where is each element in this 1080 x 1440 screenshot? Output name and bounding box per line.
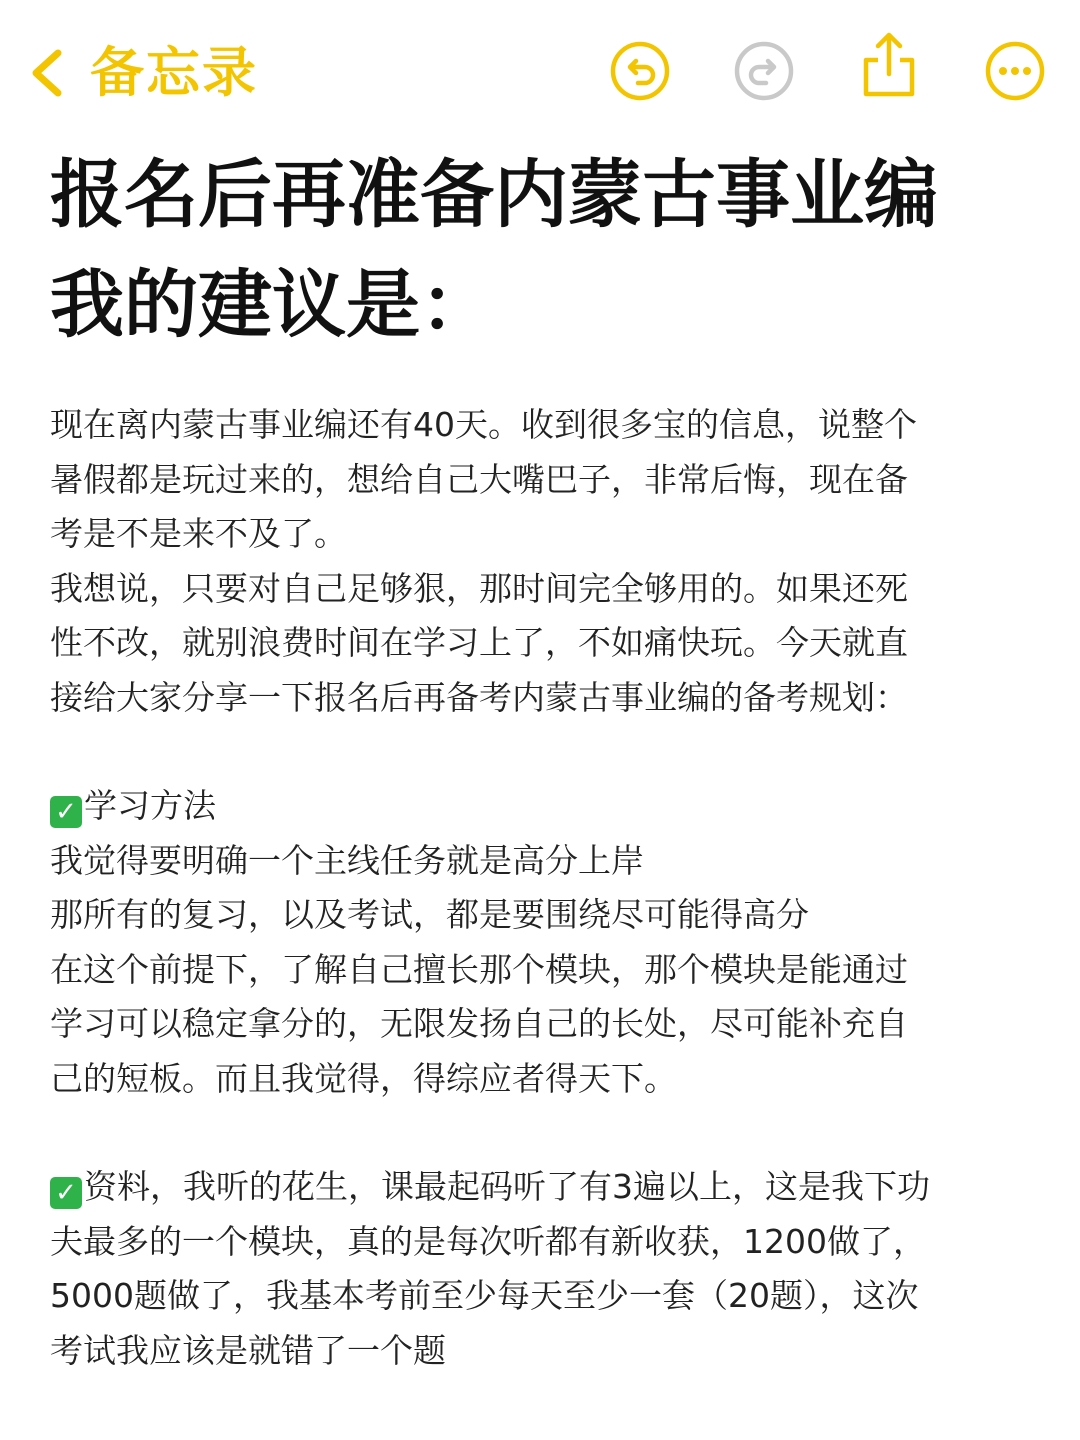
body-line: 己的短板。而且我觉得，得综应者得天下。 (50, 1058, 677, 1098)
share-icon (858, 30, 920, 100)
undo-icon (609, 40, 671, 102)
section-materials (50, 1160, 1010, 1378)
section-study-method (50, 779, 1010, 1106)
blank-line (50, 1106, 1010, 1160)
note-title (50, 140, 1050, 360)
section-heading (50, 1160, 1010, 1215)
more-icon (984, 40, 1046, 102)
intro-paragraph (50, 398, 1010, 725)
note-title-line: 报名后再准备内蒙古事业编 (50, 152, 938, 238)
body-line: 我想说，只要对自己足够狠，那时间完全够用的。如果还死 (50, 568, 908, 608)
check-mark-icon: ✓ (50, 1177, 82, 1209)
chevron-left-icon (28, 48, 64, 98)
more-button[interactable] (984, 40, 1046, 102)
body-line: 考是不是来不及了。 (50, 514, 347, 553)
redo-icon (733, 40, 795, 102)
navigation-bar (0, 0, 1080, 140)
note-title-line: 我的建议是： (50, 262, 494, 348)
body-line: 在这个前提下，了解自己擅长那个模块，那个模块是能通过 (50, 949, 908, 989)
body-line: 5000题做了，我基本考前至少每天至少一套（20题），这次 (50, 1276, 919, 1315)
body-line: 我觉得要明确一个主线任务就是高分上岸 (50, 840, 644, 880)
redo-button[interactable] (733, 40, 795, 102)
section-heading (50, 779, 1010, 834)
blank-line (50, 725, 1010, 779)
back-label: 备忘录 (90, 41, 258, 104)
body-line: 接给大家分享一下报名后再备考内蒙古事业编的备考规划： (50, 677, 908, 717)
body-line: 性不改，就别浪费时间在学习上了，不如痛快玩。今天就直 (50, 623, 908, 662)
body-line: 暑假都是玩过来的，想给自己大嘴巴子，非常后悔，现在备 (50, 459, 908, 499)
body-line: 那所有的复习，以及考试，都是要围绕尽可能得高分 (50, 895, 809, 934)
note-body[interactable] (50, 398, 1010, 1378)
check-mark-icon: ✓ (50, 796, 82, 828)
body-line: 夫最多的一个模块，真的是每次听都有新收获，1200做了， (50, 1221, 926, 1261)
undo-button[interactable] (609, 40, 671, 102)
body-line: 考试我应该是就错了一个题 (50, 1330, 446, 1370)
section-heading-text: 资料，我听的花生，课最起码听了有3遍以上，这是我下功 (84, 1167, 930, 1206)
back-button[interactable] (28, 38, 258, 108)
section-heading-text: 学习方法 (84, 786, 216, 825)
body-line: 现在离内蒙古事业编还有40天。收到很多宝的信息，说整个 (50, 405, 917, 444)
share-button[interactable] (858, 30, 920, 100)
body-line: 学习可以稳定拿分的，无限发扬自己的长处，尽可能补充自 (50, 1004, 908, 1043)
